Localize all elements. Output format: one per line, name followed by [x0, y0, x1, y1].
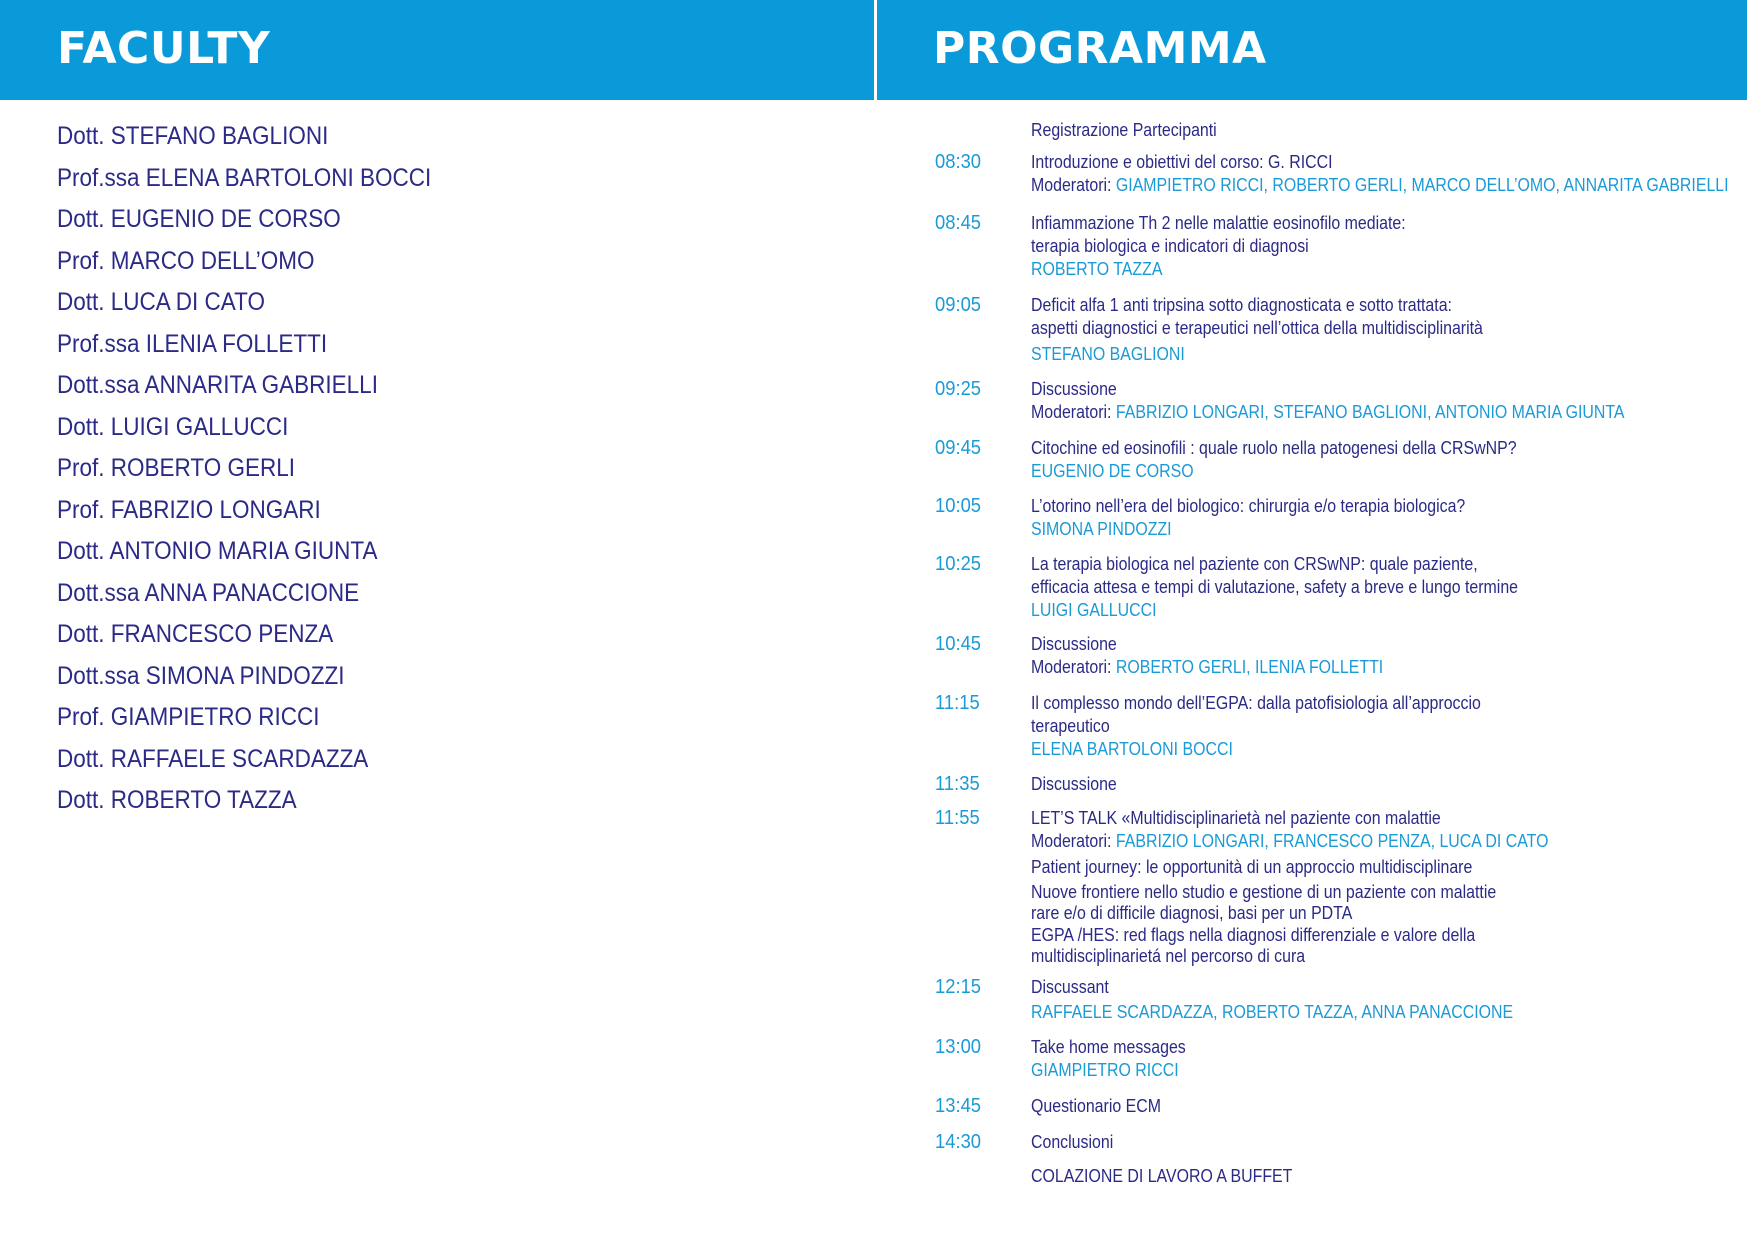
faculty-member: Prof.ssa ELENA BARTOLONI BOCCI [57, 163, 432, 192]
session-speaker: ROBERTO TAZZA [1031, 258, 1163, 279]
session-moderators [1031, 829, 1650, 852]
session-title: Questionario ECM [1031, 1095, 1161, 1116]
session-topic: Nuove frontiere nello studio e gestione di un paziente con malattie [1031, 880, 1497, 902]
program-title: PROGRAMMA [933, 23, 1267, 74]
session-time: 10:25 [935, 553, 982, 575]
faculty-member: Dott. LUIGI GALLUCCI [57, 412, 289, 441]
faculty-member: Dott. FRANCESCO PENZA [57, 620, 334, 648]
session-topic: Patient journey: le opportunità di un approccio multidisciplinare [1031, 856, 1473, 877]
session-time: 09:25 [935, 378, 982, 400]
session-moderators [1031, 173, 1729, 196]
faculty-member: Dott. ANTONIO MARIA GIUNTA [57, 537, 378, 565]
session-title: Discussant [1031, 976, 1109, 997]
session-time: 13:00 [935, 1036, 982, 1058]
faculty-member: Dott. ROBERTO TAZZA [57, 786, 297, 814]
session-title: Il complesso mondo dell’EGPA: dalla patofisiologia all’approccio [1031, 692, 1481, 713]
faculty-title: FACULTY [57, 23, 271, 74]
faculty-list [57, 116, 473, 822]
session-speaker: EUGENIO DE CORSO [1031, 460, 1194, 481]
faculty-member: Prof. ROBERTO GERLI [57, 454, 295, 482]
session-time: 09:05 [935, 294, 982, 316]
session-title: aspetti diagnostici e terapeutici nell’ottica della multidisciplinarità [1031, 317, 1483, 338]
session-title: Introduzione e obiettivi del corso: G. RICCI [1031, 151, 1333, 172]
session-title: Discussione [1031, 378, 1117, 399]
session-title: terapia biologica e indicatori di diagnosi [1031, 235, 1309, 256]
session-title: LET’S TALK «Multidisciplinarietà nel paziente con malattie [1031, 807, 1441, 828]
session-time: 08:45 [935, 212, 982, 234]
faculty-member: Dott.ssa ANNARITA GABRIELLI [57, 371, 378, 399]
faculty-member: Dott. RAFFAELE SCARDAZZA [57, 744, 369, 773]
session-time: 08:30 [935, 151, 982, 173]
session-speaker: GIAMPIETRO RICCI [1031, 1059, 1179, 1080]
faculty-member: Dott.ssa ANNA PANACCIONE [57, 578, 360, 607]
session-moderators [1031, 655, 1650, 678]
faculty-header [0, 0, 874, 100]
session-speaker: RAFFAELE SCARDAZZA, ROBERTO TAZZA, ANNA PANACCIONE [1031, 1001, 1514, 1022]
faculty-member: Prof.ssa ILENIA FOLLETTI [57, 329, 328, 358]
faculty-member: Dott. EUGENIO DE CORSO [57, 205, 341, 233]
session-time: 14:30 [935, 1131, 982, 1153]
session-topic: rare e/o di difficile diagnosi, basi per un PDTA [1031, 902, 1353, 923]
session-topic: multidisciplinarietá nel percorso di cura [1031, 945, 1306, 966]
session-topic: EGPA /HES: red flags nella diagnosi differenziale e valore della [1031, 923, 1476, 945]
session-title: Citochine ed eosinofili : quale ruolo nella patogenesi della CRSwNP? [1031, 437, 1517, 458]
faculty-member: Dott. LUCA DI CATO [57, 288, 265, 316]
faculty-member: Dott.ssa SIMONA PINDOZZI [57, 661, 345, 690]
moderators-label: Moderatori: [1031, 401, 1116, 422]
moderators-label: Moderatori: [1031, 174, 1116, 195]
session-time: 09:45 [935, 437, 982, 459]
session-title: COLAZIONE DI LAVORO A BUFFET [1031, 1165, 1293, 1186]
session-speaker: ELENA BARTOLONI BOCCI [1031, 738, 1233, 759]
faculty-member: Prof. MARCO DELL’OMO [57, 246, 315, 275]
session-time: 12:15 [935, 976, 982, 998]
session-speaker: STEFANO BAGLIONI [1031, 343, 1185, 364]
session-title: La terapia biologica nel paziente con CRSwNP: quale paziente, [1031, 553, 1478, 574]
moderators-names: GIAMPIETRO RICCI, ROBERTO GERLI, MARCO DELL’OMO, ANNARITA GABRIELLI [1115, 174, 1729, 195]
session-speaker: SIMONA PINDOZZI [1031, 518, 1172, 539]
session-title: Take home messages [1031, 1036, 1186, 1057]
moderators-label: Moderatori: [1031, 830, 1116, 851]
session-title: L’otorino nell’era del biologico: chirurgia e/o terapia biologica? [1031, 495, 1466, 516]
faculty-member: Prof. GIAMPIETRO RICCI [57, 703, 320, 731]
program-header [877, 0, 1747, 100]
session-time: 13:45 [935, 1095, 982, 1117]
session-title: Discussione [1031, 633, 1117, 654]
session-title: Discussione [1031, 773, 1117, 794]
moderators-label: Moderatori: [1031, 656, 1116, 677]
session-time: 10:45 [935, 633, 982, 655]
moderators-names: ROBERTO GERLI, ILENIA FOLLETTI [1115, 656, 1384, 677]
session-title: terapeutico [1031, 715, 1110, 736]
session-time: 11:55 [935, 807, 980, 829]
faculty-member: Prof. FABRIZIO LONGARI [57, 495, 321, 524]
moderators-names: FABRIZIO LONGARI, FRANCESCO PENZA, LUCA DI CATO [1115, 830, 1549, 851]
faculty-member: Dott. STEFANO BAGLIONI [57, 122, 329, 150]
session-time: 11:15 [935, 692, 980, 714]
session-time: 10:05 [935, 495, 982, 517]
session-speaker: LUIGI GALLUCCI [1031, 599, 1157, 620]
session-title: Infiammazione Th 2 nelle malattie eosinofilo mediate: [1031, 212, 1406, 233]
session-moderators [1031, 400, 1650, 423]
moderators-names: FABRIZIO LONGARI, STEFANO BAGLIONI, ANTONIO MARIA GIUNTA [1115, 401, 1625, 422]
session-title: Conclusioni [1031, 1131, 1114, 1152]
session-time: 11:35 [935, 773, 980, 795]
session-title: Deficit alfa 1 anti tripsina sotto diagnosticata e sotto trattata: [1031, 294, 1452, 315]
session-title: Registrazione Partecipanti [1031, 119, 1217, 140]
session-title: efficacia attesa e tempi di valutazione, safety a breve e lungo termine [1031, 576, 1519, 597]
